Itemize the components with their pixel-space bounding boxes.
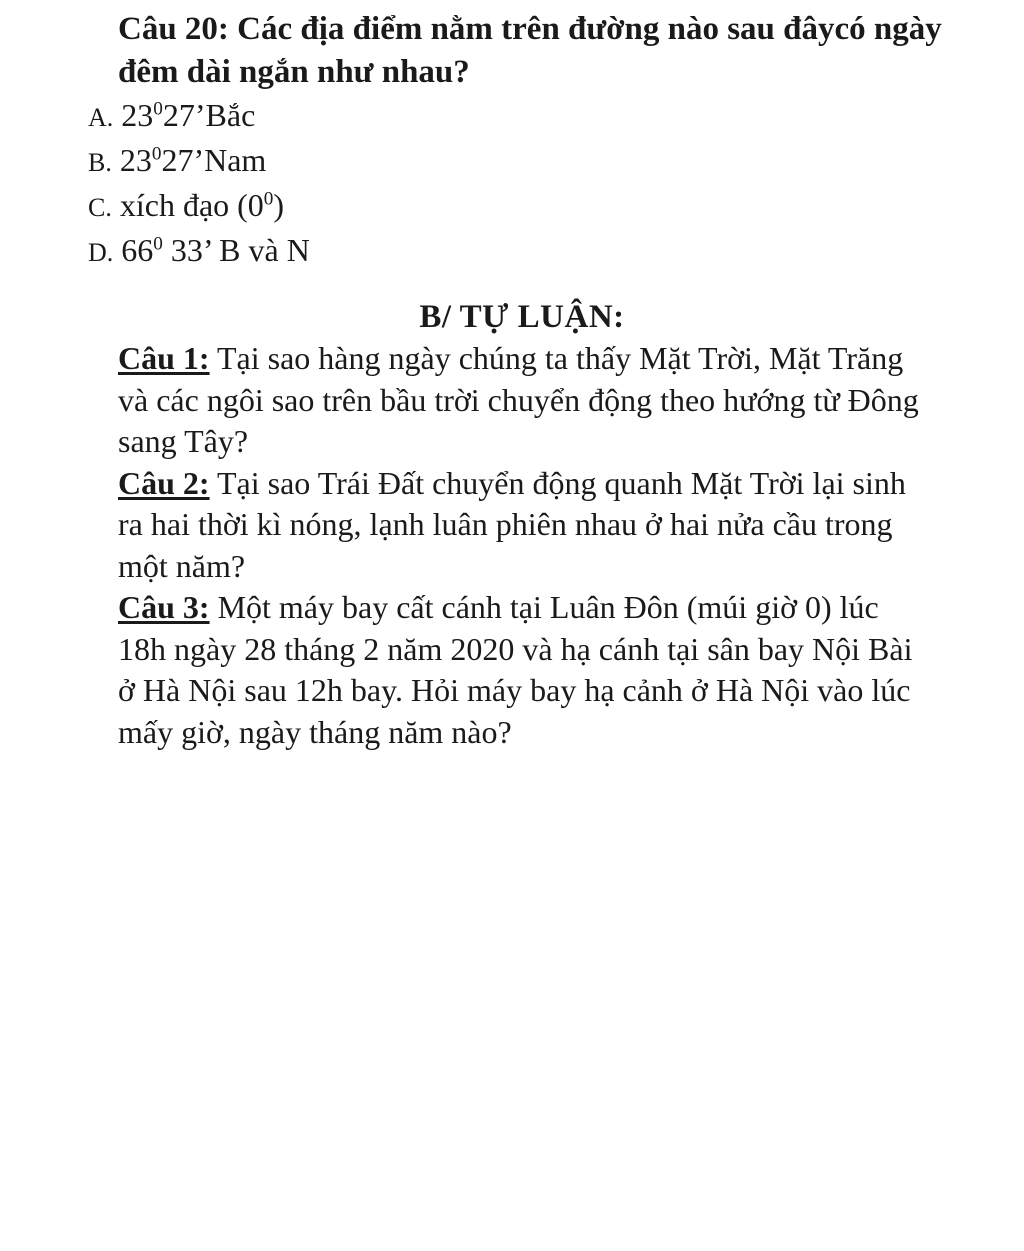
option-letter: B. [88,148,112,177]
option-a [88,94,888,139]
degree-superscript: 0 [151,143,162,165]
option-text-main: 66 [121,232,154,268]
option-text-main: 23 [121,97,154,133]
degree-superscript: 0 [153,98,163,120]
answer-options [88,94,888,274]
option-letter: D. [88,238,114,267]
option-text-rest: ) [273,187,285,223]
essay-questions [118,338,928,753]
question-label: Câu 1: [118,340,210,376]
essay-question-1 [118,338,928,463]
question-text: Một máy bay cất cánh tại Luân Đôn (múi giờ 0) lúc 18h ngày 28 tháng 2 năm 2020 và hạ cánh tại sân bay Nội Bài ở Hà Nội sau 12h bay. Hỏi máy bay hạ cảnh ở Hà Nội vào lúc mấy giờ, ngày tháng năm nào? [118,589,913,750]
question-label: Câu 3: [118,589,210,625]
option-text-rest: 27’Nam [161,142,267,178]
option-text-main: xích đạo (0 [119,187,264,223]
question-20-text: Câu 20: Các địa điểm nằm trên đường nào sau đâycó ngày đêm dài ngắn như nhau? [118,11,942,90]
option-text-rest: 33’ B và N [162,232,310,268]
degree-superscript: 0 [153,233,163,255]
option-text-rest: 27’Bắc [162,97,256,133]
option-c [88,184,888,229]
question-text: Tại sao Trái Đất chuyển động quanh Mặt Trời lại sinh ra hai thời kì nóng, lạnh luân phiên nhau ở hai nửa cầu trong một năm? [118,464,906,584]
essay-question-2 [118,463,928,588]
option-letter: C. [88,193,112,222]
degree-superscript: 0 [263,188,274,210]
option-text-main: 23 [119,142,152,178]
section-heading: B/ TỰ LUẬN: [419,299,625,335]
option-letter: A. [88,103,114,132]
option-b [88,139,888,184]
question-label: Câu 2: [118,464,210,501]
option-d [88,229,888,274]
essay-question-3 [118,587,928,753]
question-text: Tại sao hàng ngày chúng ta thấy Mặt Trời, Mặt Trăng và các ngôi sao trên bầu trời chuyển động theo hướng từ Đông sang Tây? [118,340,919,459]
